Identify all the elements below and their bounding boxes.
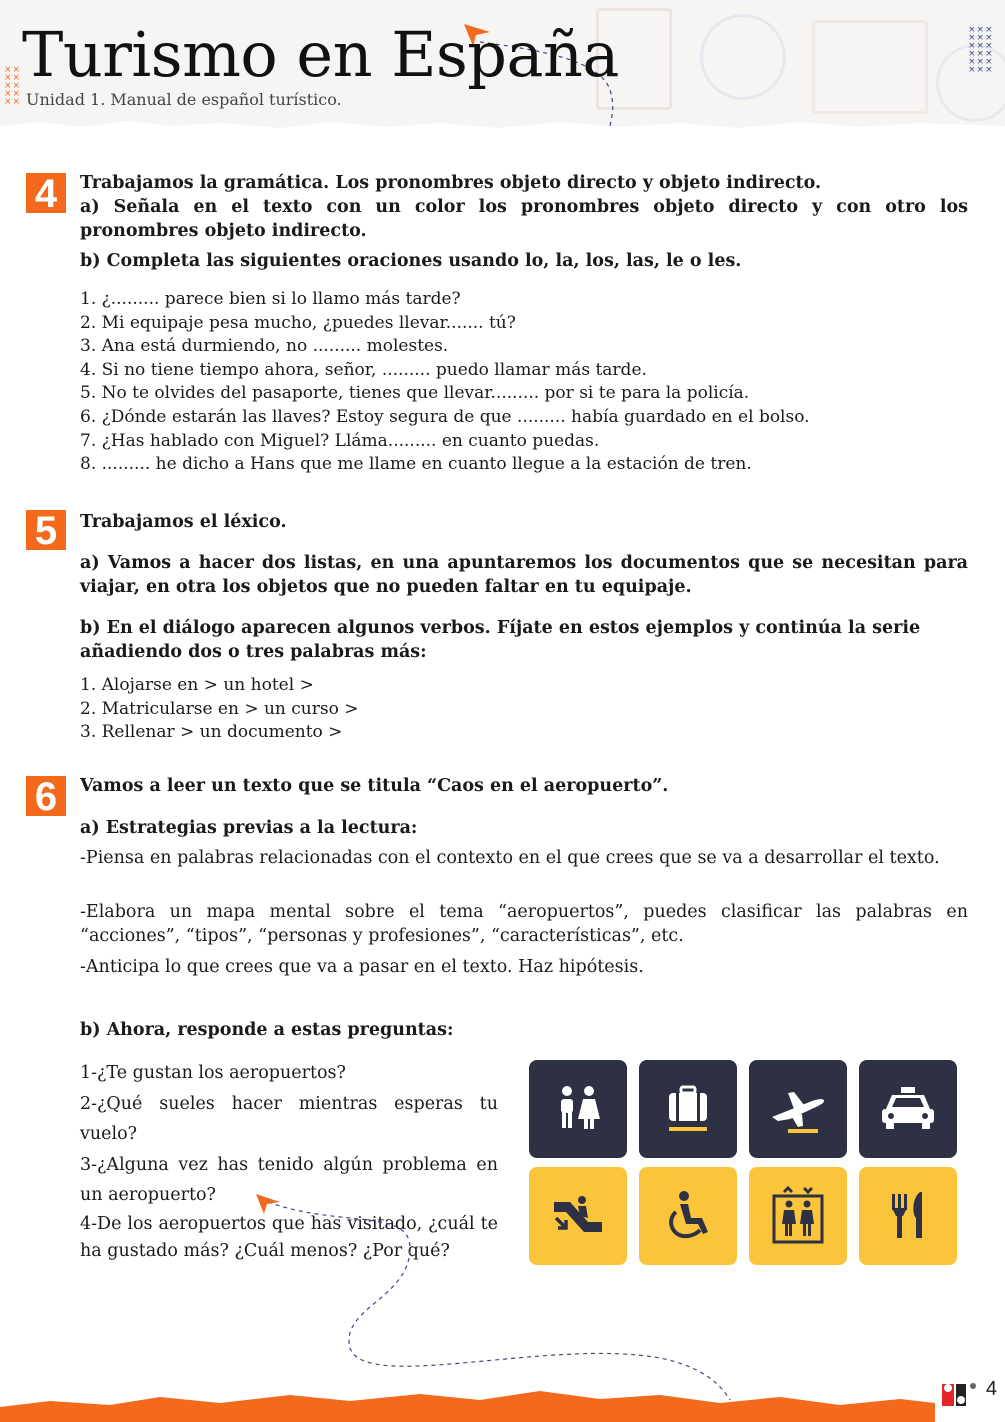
list-item: 1. Alojarse en > un hotel > <box>80 675 314 695</box>
list-item: 6. ¿Dónde estarán las llaves? Estoy segura de que ......... había guardado en el bolso. <box>80 406 810 427</box>
paper-plane-icon <box>254 1192 282 1216</box>
list-item: 7. ¿Has hablado con Miguel? Lláma......... en cuanto puedas. <box>80 430 600 451</box>
list-item: 3. Ana está durmiendo, no ......... molestes. <box>80 336 449 357</box>
list-item: 1. ¿......... parece bien si lo llamo más tarde? <box>80 289 461 309</box>
list-item: 2. Mi equipaje pesa mucho, ¿puedes llevar....... tú? <box>80 312 516 333</box>
strategy-item: -Elabora un mapa mental sobre el tema “aeropuertos”, puedes clasificar las palabras en “acciones”, “tipos”, “personas y profesiones”, “características”, etc. <box>80 902 968 946</box>
list-item: 4. Si no tiene tiempo ahora, señor, ......... puedo llamar más tarde. <box>80 359 647 380</box>
wheelchair-icon <box>639 1167 737 1265</box>
section-number-4: 4 <box>26 173 66 213</box>
section-number-6: 6 <box>26 776 66 816</box>
cross-pattern: ×× ×× ×× ×× ×× <box>4 65 22 107</box>
strategy-item: -Anticipa lo que crees que va a pasar en el texto. Haz hipótesis. <box>80 957 644 977</box>
footer-torn-edge <box>0 1385 1005 1422</box>
section4-part-a: a) Señala en el texto con un color los pronombres objeto directo y con otro los pronombres objeto indirecto. <box>80 197 968 241</box>
section4-heading: Trabajamos la gramática. Los pronombres objeto directo y objeto indirecto. <box>80 173 822 193</box>
section6-part-a: a) Estrategias previas a la lectura: <box>80 818 418 838</box>
departures-icon <box>749 1060 847 1158</box>
restaurant-icon <box>859 1167 957 1265</box>
section6-heading: Vamos a leer un texto que se titula “Caos en el aeropuerto”. <box>80 776 669 796</box>
section4-exercise-list <box>80 288 810 477</box>
taxi-icon <box>859 1060 957 1158</box>
publisher-logo-icon <box>940 1378 980 1408</box>
question-item: 1-¿Te gustan los aeropuertos? <box>80 1063 346 1083</box>
section-number-5: 5 <box>26 510 66 550</box>
page-subtitle: Unidad 1. Manual de español turístico. <box>26 90 342 109</box>
luggage-icon <box>639 1060 737 1158</box>
section5-part-b: b) En el diálogo aparecen algunos verbos. Fíjate en estos ejemplos y continúa la serie añadiendo dos o tres palabras más: <box>80 618 921 662</box>
question-item: 3-¿Alguna vez has tenido algún problema en un aeropuerto? <box>80 1154 498 1205</box>
stamp-decoration <box>700 14 786 100</box>
page-number: 4 <box>985 1378 997 1400</box>
section5-heading: Trabajamos el léxico. <box>80 512 287 532</box>
list-item: 3. Rellenar > un documento > <box>80 722 343 743</box>
page-title: Turismo en España <box>22 18 619 91</box>
question-item: 4-De los aeropuertos que has visitado, ¿cuál te ha gustado más? ¿Cuál menos? ¿Por qué? <box>80 1213 498 1261</box>
list-item: 5. No te olvides del pasaporte, tienes que llevar......... por si te para la policía. <box>80 383 750 404</box>
list-item: 2. Matricularse en > un curso > <box>80 698 359 719</box>
section6-part-b: b) Ahora, responde a estas preguntas: <box>80 1020 454 1040</box>
section4-part-b: b) Completa las siguientes oraciones usando lo, la, los, las, le o les. <box>80 251 742 271</box>
elevator-icon <box>749 1167 847 1265</box>
question-item: 2-¿Qué sueles hacer mientras esperas tu vuelo? <box>80 1093 498 1144</box>
strategy-item: -Piensa en palabras relacionadas con el contexto en el que crees que se va a desarrollar el texto. <box>80 848 940 868</box>
cross-pattern: ××× ××× ××× ××× ××× ××× <box>968 25 994 75</box>
airport-icon-grid <box>529 1060 957 1265</box>
restroom-icon <box>529 1060 627 1158</box>
list-item: 8. ......... he dicho a Hans que me llame en cuanto llegue a la estación de tren. <box>80 454 752 475</box>
section5-example-list <box>80 674 358 745</box>
section5-part-a: a) Vamos a hacer dos listas, en una apuntaremos los documentos que se necesitan para viajar, en otra los objetos que no pueden faltar en tu equipaje. <box>80 553 968 597</box>
escalator-down-icon <box>529 1167 627 1265</box>
stamp-decoration <box>812 20 928 114</box>
